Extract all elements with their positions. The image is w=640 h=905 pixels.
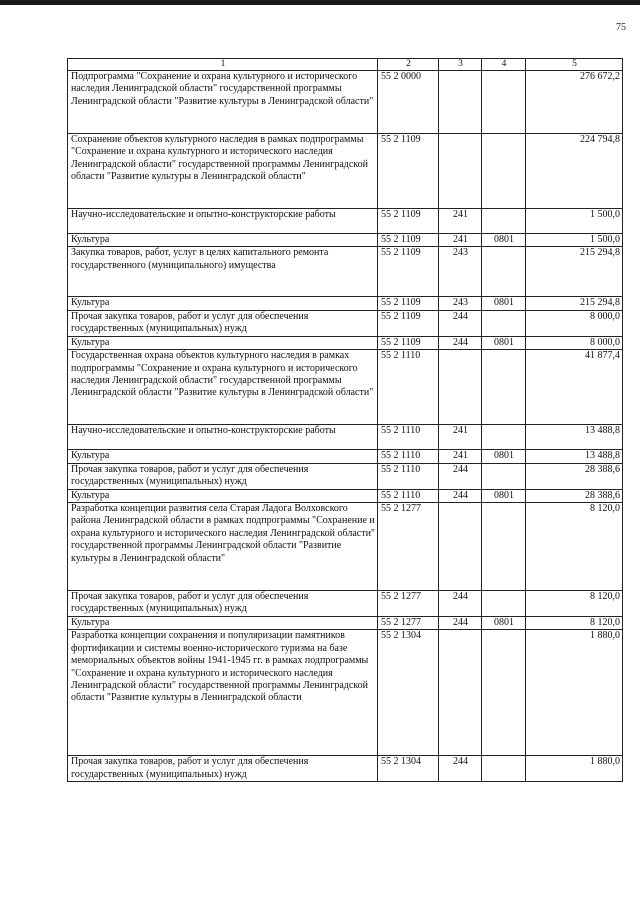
cell-section — [482, 463, 526, 489]
column-header-5: 5 — [526, 59, 623, 71]
cell-target-code: 55 2 1109 — [378, 336, 439, 349]
cell-name: Культура — [68, 450, 378, 463]
table-row — [68, 71, 623, 134]
table-row — [68, 134, 623, 209]
cell-name: Разработка концепции сохранения и популяризации памятников фортификации и системы военно-исторического туризма на базе мемориальных объектов войны 1941-1945 гг. в рамках подпрограммы "Сохранение и охрана культурного и исторического наследия Ленинградской области" государственной программы Ленинградской области "Развитие культуры в Ленинградской области — [68, 630, 378, 756]
cell-amount: 224 794,8 — [526, 134, 623, 209]
cell-target-code: 55 2 1110 — [378, 450, 439, 463]
cell-name: Культура — [68, 336, 378, 349]
cell-expense-type — [439, 630, 482, 756]
cell-expense-type: 244 — [439, 489, 482, 502]
cell-name: Государственная охрана объектов культурного наследия в рамках подпрограммы "Сохранение и охрана культурного и исторического наследия Ленинградской области" государственной программы Ленинградской области "Развитие культуры в Ленинградской области" — [68, 350, 378, 425]
table-row — [68, 756, 623, 782]
cell-amount: 13 488,8 — [526, 450, 623, 463]
column-header-3: 3 — [439, 59, 482, 71]
cell-target-code: 55 2 1277 — [378, 591, 439, 617]
table-row — [68, 297, 623, 310]
table-row — [68, 350, 623, 425]
cell-amount: 13 488,8 — [526, 425, 623, 450]
cell-name: Разработка концепции развития села Старая Ладога Волховского района Ленинградской области в рамках подпрограммы "Сохранение и охрана культурного и исторического наследия Ленинградской области" государственной программы Ленинградской области "Развитие культуры в Ленинградской области" — [68, 503, 378, 591]
cell-target-code: 55 2 1109 — [378, 209, 439, 234]
cell-section: 0801 — [482, 336, 526, 349]
cell-target-code: 55 2 1109 — [378, 310, 439, 336]
cell-target-code: 55 2 1110 — [378, 489, 439, 502]
cell-expense-type — [439, 350, 482, 425]
cell-expense-type — [439, 134, 482, 209]
cell-expense-type: 243 — [439, 297, 482, 310]
cell-name: Прочая закупка товаров, работ и услуг для обеспечения государственных (муниципальных) нужд — [68, 756, 378, 782]
cell-expense-type: 244 — [439, 336, 482, 349]
cell-section: 0801 — [482, 450, 526, 463]
cell-expense-type: 244 — [439, 756, 482, 782]
cell-name: Культура — [68, 617, 378, 630]
table-row — [68, 247, 623, 297]
cell-name: Подпрограмма "Сохранение и охрана культурного и исторического наследия Ленинградской области" государственной программы Ленинградской области "Развитие культуры в Ленинградской области" — [68, 71, 378, 134]
cell-target-code: 55 2 1109 — [378, 134, 439, 209]
cell-amount: 1 500,0 — [526, 234, 623, 247]
cell-target-code: 55 2 1277 — [378, 503, 439, 591]
cell-amount: 28 388,6 — [526, 463, 623, 489]
cell-expense-type: 241 — [439, 209, 482, 234]
cell-section — [482, 134, 526, 209]
cell-name: Прочая закупка товаров, работ и услуг для обеспечения государственных (муниципальных) нужд — [68, 463, 378, 489]
cell-target-code: 55 2 1304 — [378, 630, 439, 756]
cell-expense-type: 244 — [439, 463, 482, 489]
cell-target-code: 55 2 1277 — [378, 617, 439, 630]
cell-amount: 1 880,0 — [526, 756, 623, 782]
cell-section: 0801 — [482, 489, 526, 502]
cell-section — [482, 756, 526, 782]
column-header-4: 4 — [482, 59, 526, 71]
cell-section: 0801 — [482, 297, 526, 310]
table-row — [68, 503, 623, 591]
table-row — [68, 630, 623, 756]
cell-section — [482, 247, 526, 297]
cell-expense-type — [439, 71, 482, 134]
cell-target-code: 55 2 0000 — [378, 71, 439, 134]
table-row — [68, 450, 623, 463]
table-row — [68, 617, 623, 630]
cell-section — [482, 350, 526, 425]
cell-name: Сохранение объектов культурного наследия в рамках подпрограммы "Сохранение и охрана культурного и исторического наследия Ленинградской области" государственной программы Ленинградской области "Развитие культуры в Ленинградской области" — [68, 134, 378, 209]
cell-target-code: 55 2 1109 — [378, 234, 439, 247]
cell-section — [482, 591, 526, 617]
cell-name: Культура — [68, 234, 378, 247]
cell-expense-type: 241 — [439, 450, 482, 463]
cell-expense-type: 244 — [439, 310, 482, 336]
cell-name: Культура — [68, 489, 378, 502]
cell-section: 0801 — [482, 617, 526, 630]
table-row — [68, 463, 623, 489]
cell-section: 0801 — [482, 234, 526, 247]
cell-target-code: 55 2 1110 — [378, 425, 439, 450]
cell-name: Культура — [68, 297, 378, 310]
cell-amount: 276 672,2 — [526, 71, 623, 134]
cell-name: Научно-исследовательские и опытно-конструкторские работы — [68, 425, 378, 450]
table-row — [68, 591, 623, 617]
cell-expense-type: 244 — [439, 617, 482, 630]
cell-expense-type: 243 — [439, 247, 482, 297]
table-row — [68, 489, 623, 502]
cell-amount: 8 120,0 — [526, 591, 623, 617]
cell-amount: 8 120,0 — [526, 503, 623, 591]
cell-expense-type: 241 — [439, 234, 482, 247]
table-row — [68, 310, 623, 336]
cell-target-code: 55 2 1109 — [378, 247, 439, 297]
cell-amount: 215 294,8 — [526, 247, 623, 297]
cell-amount: 41 877,4 — [526, 350, 623, 425]
cell-name: Прочая закупка товаров, работ и услуг для обеспечения государственных (муниципальных) нужд — [68, 591, 378, 617]
cell-target-code: 55 2 1304 — [378, 756, 439, 782]
cell-section — [482, 209, 526, 234]
cell-name: Прочая закупка товаров, работ и услуг для обеспечения государственных (муниципальных) нужд — [68, 310, 378, 336]
table-row — [68, 336, 623, 349]
cell-amount: 1 880,0 — [526, 630, 623, 756]
cell-section — [482, 425, 526, 450]
table-row — [68, 425, 623, 450]
table-row — [68, 234, 623, 247]
page-number: 75 — [616, 22, 626, 33]
cell-name: Закупка товаров, работ, услуг в целях капитального ремонта государственного (муниципального) имущества — [68, 247, 378, 297]
cell-expense-type: 241 — [439, 425, 482, 450]
cell-section — [482, 503, 526, 591]
cell-amount: 28 388,6 — [526, 489, 623, 502]
cell-target-code: 55 2 1110 — [378, 463, 439, 489]
cell-amount: 8 000,0 — [526, 310, 623, 336]
cell-amount: 215 294,8 — [526, 297, 623, 310]
cell-target-code: 55 2 1110 — [378, 350, 439, 425]
column-header-2: 2 — [378, 59, 439, 71]
cell-amount: 1 500,0 — [526, 209, 623, 234]
cell-expense-type: 244 — [439, 591, 482, 617]
cell-section — [482, 71, 526, 134]
cell-amount: 8 000,0 — [526, 336, 623, 349]
cell-section — [482, 310, 526, 336]
table-row — [68, 209, 623, 234]
table-header-row — [68, 59, 623, 71]
top-border-rule — [0, 0, 640, 5]
column-header-1: 1 — [68, 59, 378, 71]
budget-table — [67, 58, 623, 782]
cell-name: Научно-исследовательские и опытно-конструкторские работы — [68, 209, 378, 234]
cell-amount: 8 120,0 — [526, 617, 623, 630]
cell-expense-type — [439, 503, 482, 591]
cell-target-code: 55 2 1109 — [378, 297, 439, 310]
cell-section — [482, 630, 526, 756]
